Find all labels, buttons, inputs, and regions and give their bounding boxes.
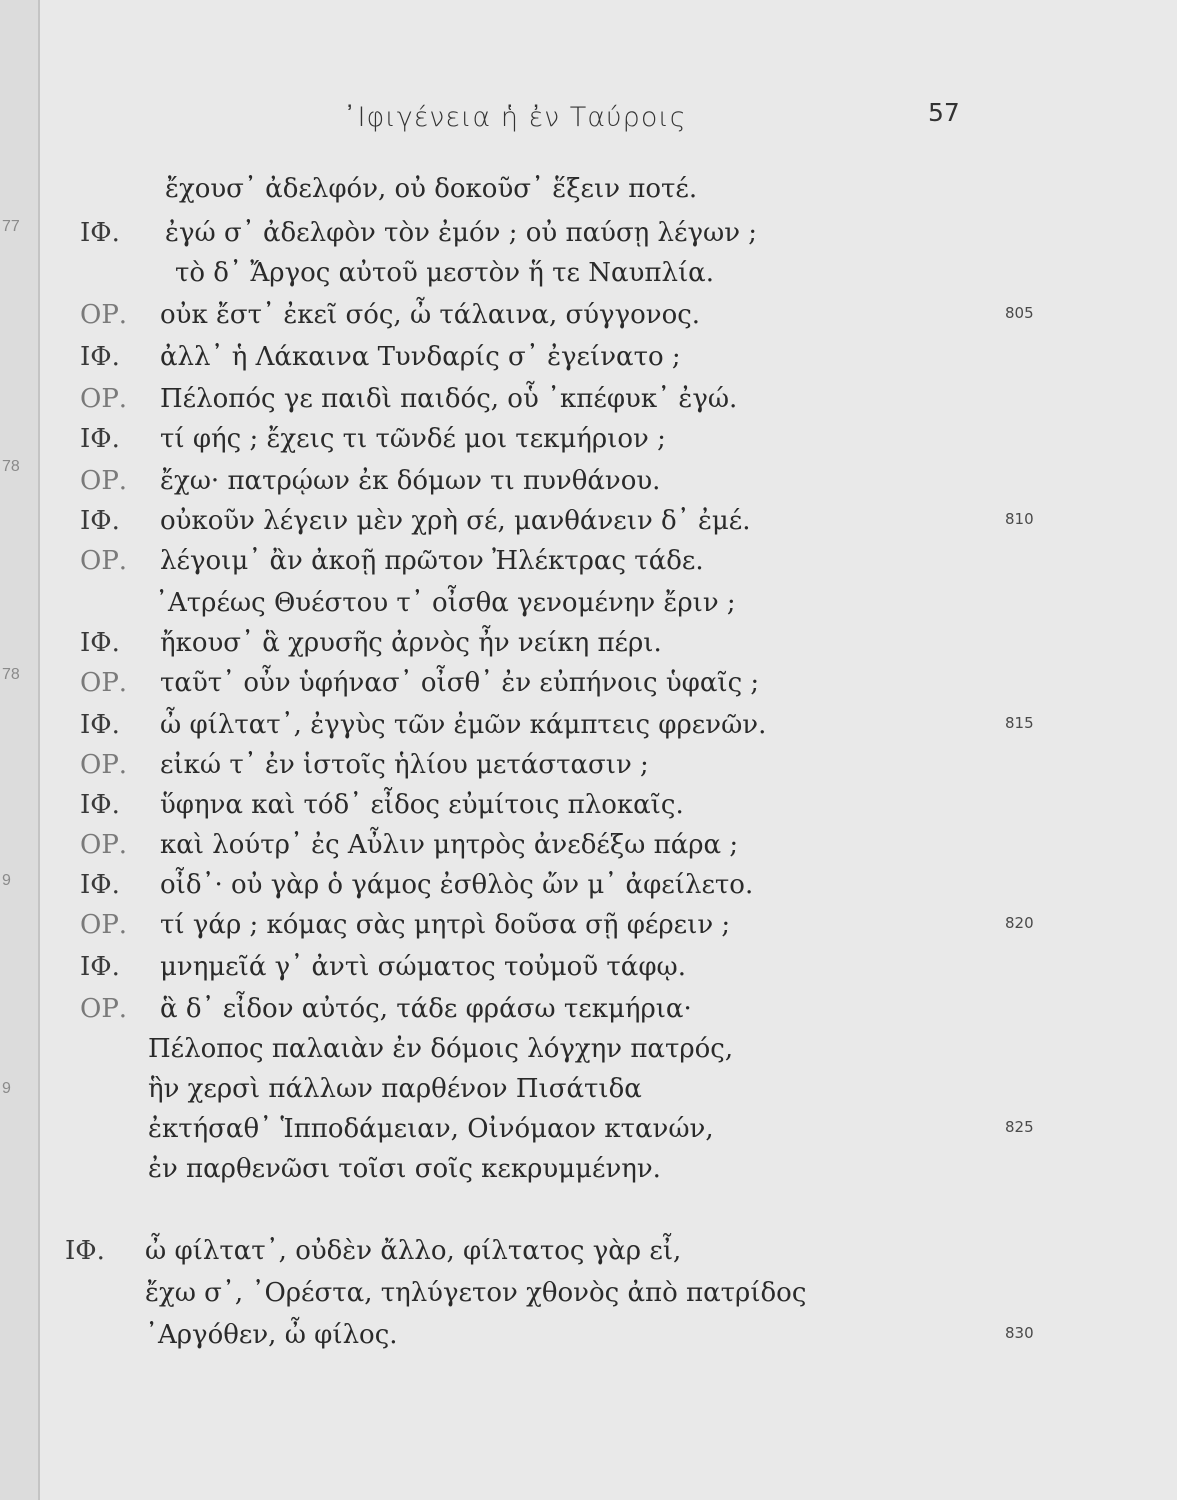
- verse-text-line: ἀλλ᾽ ἡ Λάκαινα Τυνδαρίς σ᾽ ἐγείνατο ;: [160, 342, 681, 372]
- verse-line: [0, 952, 1177, 994]
- speaker-label: ΙΦ.: [80, 218, 120, 248]
- verse-line: [0, 218, 1177, 260]
- speaker-label: ΙΦ.: [80, 710, 120, 740]
- verse-line: [0, 1278, 1177, 1320]
- verse-line: [0, 342, 1177, 384]
- verse-line: [0, 300, 1177, 342]
- speaker-label: ΟΡ.: [80, 994, 128, 1024]
- speaker-label: ΙΦ.: [80, 628, 120, 658]
- verse-line: [0, 384, 1177, 426]
- verse-text-line: οἶδ᾽· οὐ γὰρ ὁ γάμος ἐσθλὸς ὤν μ᾽ ἀφείλετο.: [160, 870, 754, 900]
- verse-line: [0, 1074, 1177, 1116]
- verse-line: [0, 994, 1177, 1036]
- verse-line: [0, 588, 1177, 630]
- speaker-label: ΟΡ.: [80, 668, 128, 698]
- verse-text-line: λέγοιμ᾽ ἂν ἀκοῇ πρῶτον Ἠλέκτρας τάδε.: [160, 546, 704, 576]
- verse-line: [0, 174, 1177, 216]
- speaker-label: ΟΡ.: [80, 750, 128, 780]
- verse-line: [0, 1154, 1177, 1196]
- verse-line: [0, 1236, 1177, 1278]
- verse-line: [0, 1114, 1177, 1156]
- speaker-label: ΙΦ.: [80, 952, 120, 982]
- edge-mark: 78: [2, 666, 20, 683]
- verse-line: [0, 258, 1177, 300]
- verse-text-line: ᾿Ατρέως Θυέστου τ᾽ οἶσθα γενομένην ἔριν ;: [155, 588, 736, 618]
- verse-line: [0, 750, 1177, 792]
- line-number: 825: [1005, 1118, 1034, 1136]
- edge-mark: 78: [2, 458, 20, 475]
- page-header: [0, 98, 1177, 138]
- verse-text-line: ᾿Αργόθεν, ὦ φίλος.: [145, 1320, 398, 1350]
- line-number: 815: [1005, 714, 1034, 732]
- verse-text-line: ὕφηνα καὶ τόδ᾽ εἶδος εὐμίτοις πλοκαῖς.: [160, 790, 684, 820]
- line-number: 810: [1005, 510, 1034, 528]
- verse-text-line: Πέλοπος παλαιὰν ἐν δόμοις λόγχην πατρός,: [148, 1034, 734, 1064]
- speaker-label: ΟΡ.: [80, 384, 128, 414]
- verse-text-line: τί φής ; ἔχεις τι τῶνδέ μοι τεκμήριον ;: [160, 424, 666, 454]
- verse-text-line: ἔχουσ᾽ ἀδελφόν, οὐ δοκοῦσ᾽ ἕξειν ποτέ.: [165, 174, 698, 204]
- verse-text-line: τὸ δ᾽ Ἄργος αὐτοῦ μεστὸν ἥ τε Ναυπλία.: [175, 258, 714, 288]
- line-number: 830: [1005, 1324, 1034, 1342]
- verse-text-line: εἰκώ τ᾽ ἐν ἱστοῖς ἡλίου μετάστασιν ;: [160, 750, 649, 780]
- verse-line: [0, 710, 1177, 752]
- verse-text-line: ἣν χερσὶ πάλλων παρθένον Πισάτιδα: [148, 1074, 642, 1104]
- verse-text-line: ἃ δ᾽ εἶδον αὐτός, τάδε φράσω τεκμήρια·: [160, 994, 692, 1024]
- verse-text-line: καὶ λούτρ᾽ ἐς Αὖλιν μητρὸς ἀνεδέξω πάρα ;: [160, 830, 739, 860]
- verse-line: [0, 870, 1177, 912]
- line-number: 805: [1005, 304, 1034, 322]
- verse-line: [0, 1320, 1177, 1362]
- verse-line: [0, 1034, 1177, 1076]
- page-number: 57: [928, 98, 960, 127]
- verse-text-line: ὦ φίλτατ᾽, ἐγγὺς τῶν ἐμῶν κάμπτεις φρενῶν.: [160, 710, 767, 740]
- verse-text-line: ἤκουσ᾽ ἃ χρυσῆς ἀρνὸς ἦν νείκη πέρι.: [160, 628, 662, 658]
- verse-line: [0, 506, 1177, 548]
- speaker-label: ΙΦ.: [80, 870, 120, 900]
- speaker-label: ΙΦ.: [65, 1236, 105, 1266]
- verse-text-line: τί γάρ ; κόμας σὰς μητρὶ δοῦσα σῇ φέρειν ;: [160, 910, 731, 940]
- speaker-label: ΟΡ.: [80, 300, 128, 330]
- speaker-label: ΟΡ.: [80, 910, 128, 940]
- edge-mark: 77: [2, 218, 20, 235]
- speaker-label: ΟΡ.: [80, 466, 128, 496]
- verse-line: [0, 668, 1177, 710]
- speaker-label: ΟΡ.: [80, 546, 128, 576]
- speaker-label: ΙΦ.: [80, 506, 120, 536]
- verse-text-line: ἐγώ σ᾽ ἀδελφὸν τὸν ἐμόν ; οὐ παύσῃ λέγων ;: [165, 218, 758, 248]
- verse-text-line: ἐκτήσαθ᾽ Ἱπποδάμειαν, Οἰνόμαον κτανών,: [148, 1114, 714, 1144]
- speaker-label: ΙΦ.: [80, 342, 120, 372]
- verse-line: [0, 830, 1177, 872]
- verse-line: [0, 546, 1177, 588]
- verse-line: [0, 790, 1177, 832]
- verse-text-line: οὐκοῦν λέγειν μὲν χρὴ σέ, μανθάνειν δ᾽ ἐμέ.: [160, 506, 751, 536]
- edge-mark: 9: [2, 872, 11, 889]
- speaker-label: ΟΡ.: [80, 830, 128, 860]
- verse-line: [0, 424, 1177, 466]
- verse-text-line: ὦ φίλτατ᾽, οὐδὲν ἄλλο, φίλτατος γὰρ εἶ,: [145, 1236, 682, 1266]
- verse-text-line: Πέλοπός γε παιδὶ παιδός, οὗ ᾽κπέφυκ᾽ ἐγώ.: [160, 384, 738, 414]
- speaker-label: ΙΦ.: [80, 790, 120, 820]
- verse-line: [0, 910, 1177, 952]
- running-title: ᾿Ιφιγένεια ἡ ἐν Ταύροις: [343, 102, 687, 133]
- edge-mark: 9: [2, 1080, 11, 1097]
- verse-text-line: ἐν παρθενῶσι τοῖσι σοῖς κεκρυμμένην.: [148, 1154, 661, 1184]
- verse-text-line: ἔχω· πατρῴων ἐκ δόμων τι πυνθάνου.: [160, 466, 661, 496]
- verse-line: [0, 628, 1177, 670]
- verse-text-line: ἔχω σ᾽, ᾽Ορέστα, τηλύγετον χθονὸς ἀπὸ πατρίδος: [145, 1278, 807, 1308]
- verse-text-line: οὐκ ἔστ᾽ ἐκεῖ σός, ὦ τάλαινα, σύγγονος.: [160, 300, 701, 330]
- verse-text-line: μνημεῖά γ᾽ ἀντὶ σώματος τοὐμοῦ τάφῳ.: [160, 952, 687, 982]
- speaker-label: ΙΦ.: [80, 424, 120, 454]
- verse-line: [0, 466, 1177, 508]
- verse-text-line: ταῦτ᾽ οὖν ὑφήνασ᾽ οἶσθ᾽ ἐν εὐπήνοις ὑφαῖς ;: [160, 668, 760, 698]
- line-number: 820: [1005, 914, 1034, 932]
